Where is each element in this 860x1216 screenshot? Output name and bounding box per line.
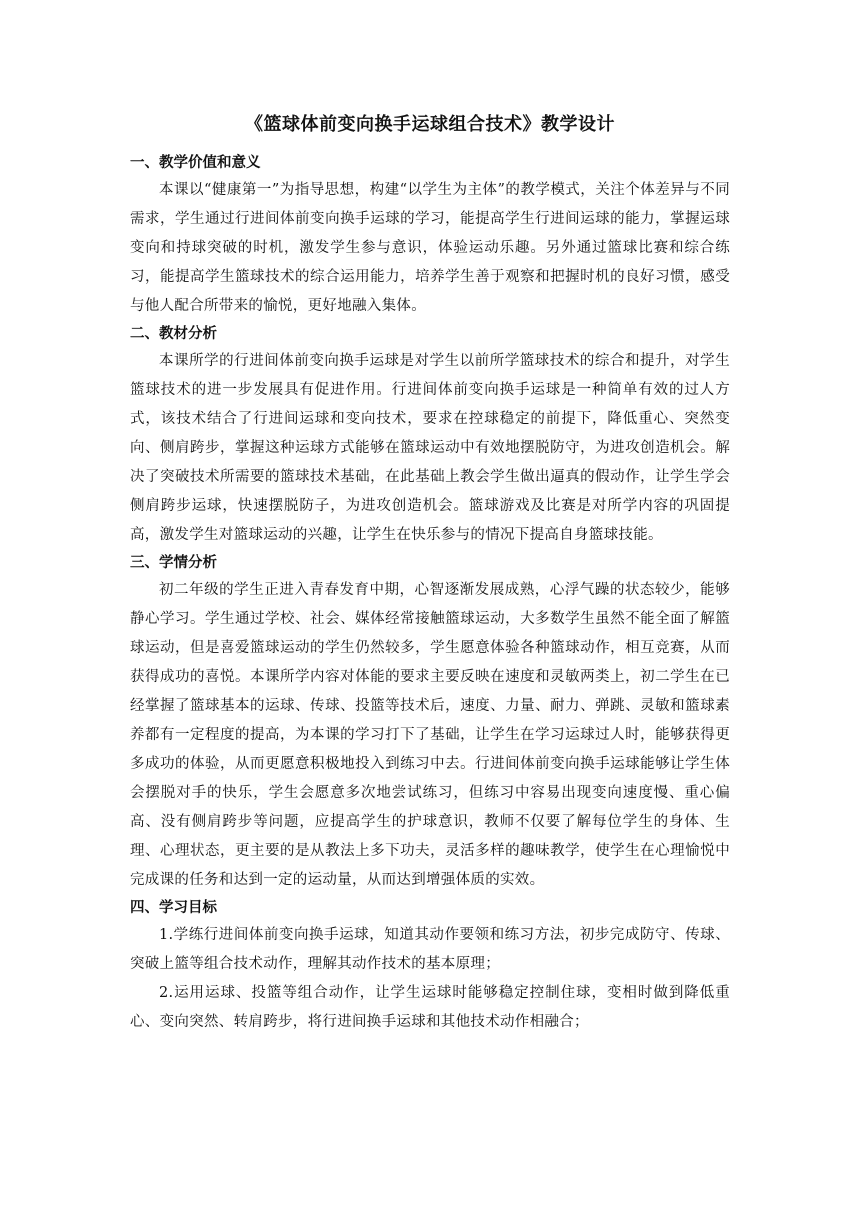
document-title: 《篮球体前变向换手运球组合技术》教学设计 (245, 114, 615, 135)
goal-item-1: 1.学练行进间体前变向换手运球，知道其动作要领和练习方法，初步完成防守、传球、突破上篮等组合技术动作，理解其动作技术的基本原理； (130, 927, 730, 972)
section-paragraph: 初二年级的学生正进入青春发育中期，心智逐渐发展成熟，心浮气躁的状态较少，能够静心学习。学生通过学校、社会、媒体经常接触篮球运动，大多数学生虽然不能全面了解篮球运动，但是喜爱篮球运动的学生仍然较多，学生愿意体验各种篮球动作，相互竞赛，从而获得成功的喜悦。本课所学内容对体能的要求主要反映在速度和灵敏两类上，初二学生在已经掌握了篮球基本的运球、传球、投篮等技术后，速度、力量、耐力、弹跳、灵敏和篮球素养都有一定程度的提高，为本课的学习打下了基础，让学生在学习运球过人时，能够获得更多成功的体验，从而更愿意积极地投入到练习中去。行进间体前变向换手运球能够让学生体会摆脱对手的快乐，学生会愿意多次地尝试练习，但练习中容易出现变向速度慢、重心偏高、没有侧肩跨步等问题，应提高学生的护球意识，教师不仅要了解每位学生的身体、生理、心理状态，更主要的是从教法上多下功夫，灵活多样的趣味教学，使学生在心理愉悦中完成课的任务和达到一定的运动量，从而达到增强体质的实效。 (130, 582, 730, 888)
section-paragraph: 本课以“健康第一”为指导思想，构建“以学生为主体”的教学模式，关注个体差异与不同需求，学生通过行进间体前变向换手运球的学习，能提高学生行进间运球的能力，掌握运球变向和持球突破的时机，激发学生参与意识，体验运动乐趣。另外通过篮球比赛和综合练习，能提高学生篮球技术的综合运用能力，培养学生善于观察和把握时机的良好习惯，感受与他人配合所带来的愉悦，更好地融入集体。 (130, 182, 730, 314)
section-heading: 四、学习目标 (130, 900, 217, 916)
section-heading: 二、教材分析 (130, 326, 217, 342)
section-student-analysis (130, 550, 730, 895)
section-textbook-analysis (130, 321, 730, 550)
section-paragraph: 本课所学的行进间体前变向换手运球是对学生以前所学篮球技术的综合和提升，对学生篮球技术的进一步发展具有促进作用。行进间体前变向换手运球是一种简单有效的过人方式，该技术结合了行进间运球和变向技术，要求在控球稳定的前提下，降低重心、突然变向、侧肩跨步，掌握这种运球方式能够在篮球运动中有效地摆脱防守，为进攻创造机会。解决了突破技术所需要的篮球技术基础，在此基础上教会学生做出逼真的假动作，让学生学会侧肩跨步运球，快速摆脱防子，为进攻创造机会。篮球游戏及比赛是对所学内容的巩固提高，激发学生对篮球运动的兴趣，让学生在快乐参与的情况下提高自身篮球技能。 (130, 353, 730, 543)
section-heading: 三、学情分析 (130, 555, 217, 571)
goal-item-2: 2.运用运球、投篮等组合动作，让学生运球时能够稳定控制住球，变相时做到降低重心、变向突然、转肩跨步，将行进间换手运球和其他技术动作相融合； (130, 985, 730, 1030)
section-learning-goals (130, 895, 730, 1037)
document-body (130, 112, 730, 1037)
section-value-meaning (130, 150, 730, 321)
section-heading: 一、教学价值和意义 (130, 155, 261, 171)
